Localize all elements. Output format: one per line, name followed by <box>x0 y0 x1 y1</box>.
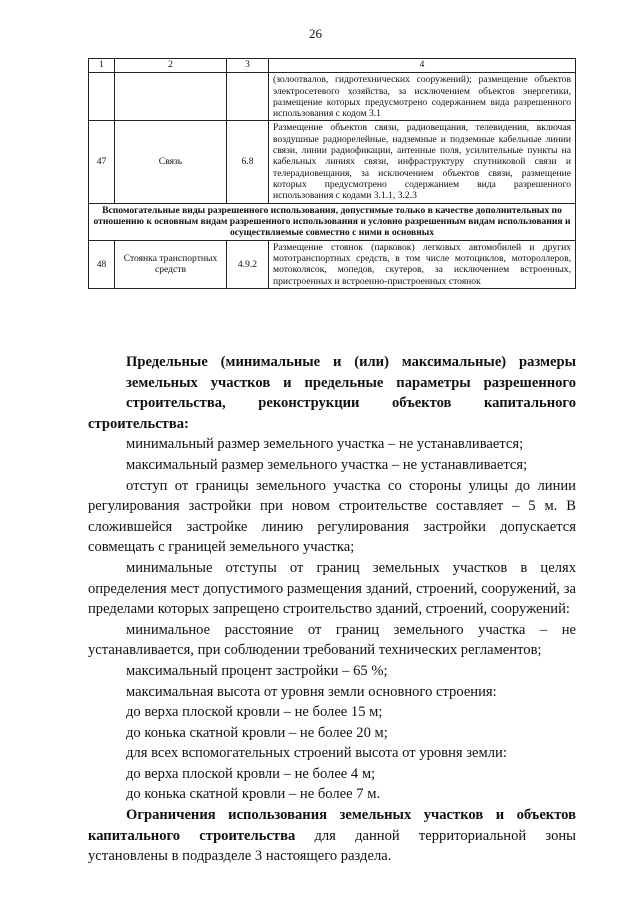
use-type-code: 4.9.2 <box>227 240 269 288</box>
table-row-47 <box>89 121 576 203</box>
final-bold-text: Ограничения использования земельных участков и объектов капитального строительства <box>88 807 576 844</box>
paragraph: до верха плоской кровли – не более 15 м; <box>126 704 383 721</box>
final-paragraph <box>88 805 576 867</box>
paragraph: для всех вспомогательных строений высота от уровня земли: <box>126 745 507 762</box>
paragraph: максимальный размер земельного участка – не устанавливается; <box>126 456 528 473</box>
use-type-description: Размещение объектов связи, радиовещания, телевидения, включая воздушные радиорелейные, надземные и подземные кабельные линии связи, линии радиофикации, антенные поля, усилительные пункты на кабельных линиях связи, инфраструктуру спутниковой связи и телерадиовещания, за исключением объектов связи, размещение которых предусмотрено содержанием вида разрешенного использования с кодами 3.1.1, 3.2.3 <box>269 121 576 203</box>
paragraph: до конька скатной кровли – не более 20 м; <box>126 724 388 741</box>
paragraph: до конька скатной кровли – не более 7 м. <box>126 786 381 803</box>
table-section-heading-row <box>89 203 576 240</box>
table-row-48 <box>89 240 576 288</box>
continued-description: (золоотвалов, гидротехнических сооружений); размещение объектов электросетевого хозяйства, за исключением объектов энергетики, размещение которых предусмотрено содержанием вида разрешенного использования с кодом 3.1 <box>269 73 576 121</box>
table-row-continued <box>89 73 576 121</box>
header-cell-2: 2 <box>115 59 227 73</box>
row-number: 48 <box>89 240 115 288</box>
page-number: 26 <box>309 26 322 41</box>
land-use-table <box>88 58 576 289</box>
paragraph: до верха плоской кровли – не более 4 м; <box>126 765 376 782</box>
paragraph: отступ от границы земельного участка со стороны улицы до линии регулирования застройки при новом строительстве составляет – 5 м. В сложившейся застройке линию регулирования застройки допускается совмещать с границей земельного участка; <box>88 477 576 556</box>
paragraph: максимальная высота от уровня земли основного строения: <box>126 683 497 700</box>
use-type-code: 6.8 <box>227 121 269 203</box>
table-header-row <box>89 59 576 73</box>
section-heading: Предельные (минимальные и (или) максимальные) размеры земельных участков и предельные параметры разрешенного строительства, реконструкции объектов капитального строительства: <box>88 354 576 432</box>
paragraph: минимальное расстояние от границ земельного участка – не устанавливается, при соблюдении требований технических регламентов; <box>88 621 576 659</box>
use-type-name: Стоянка транспортных средств <box>115 240 227 288</box>
use-type-name: Связь <box>115 121 227 203</box>
paragraph: минимальный размер земельного участка – не устанавливается; <box>126 436 524 453</box>
paragraph: минимальные отступы от границ земельных участков в целях определения мест допустимого размещения зданий, строений, сооружений, за пределами которых запрещено строительство зданий, строений, сооружений: <box>88 559 576 618</box>
body-text <box>88 352 576 867</box>
paragraph: максимальный процент застройки – 65 %; <box>126 662 388 679</box>
final-text: для данной территориальной зоны установлены в подразделе 3 настоящего раздела. <box>88 827 576 865</box>
header-cell-3: 3 <box>227 59 269 73</box>
header-cell-1: 1 <box>89 59 115 73</box>
section-title: Вспомогательные виды разрешенного использования, допустимые только в качестве дополнительных по отношению к основным видам разрешенного использования и условно разрешенным видам использования и осуществляемые совместно с ними в основных <box>89 203 576 240</box>
row-number: 47 <box>89 121 115 203</box>
header-cell-4: 4 <box>269 59 576 73</box>
use-type-description: Размещение стоянок (парковок) легковых автомобилей и других мототранспортных средств, в том числе мотоциклов, мотороллеров, мотоколясок, мопедов, скутеров, за исключением встроенных, пристроенных и встроенно-пристроенных стоянок <box>269 240 576 288</box>
